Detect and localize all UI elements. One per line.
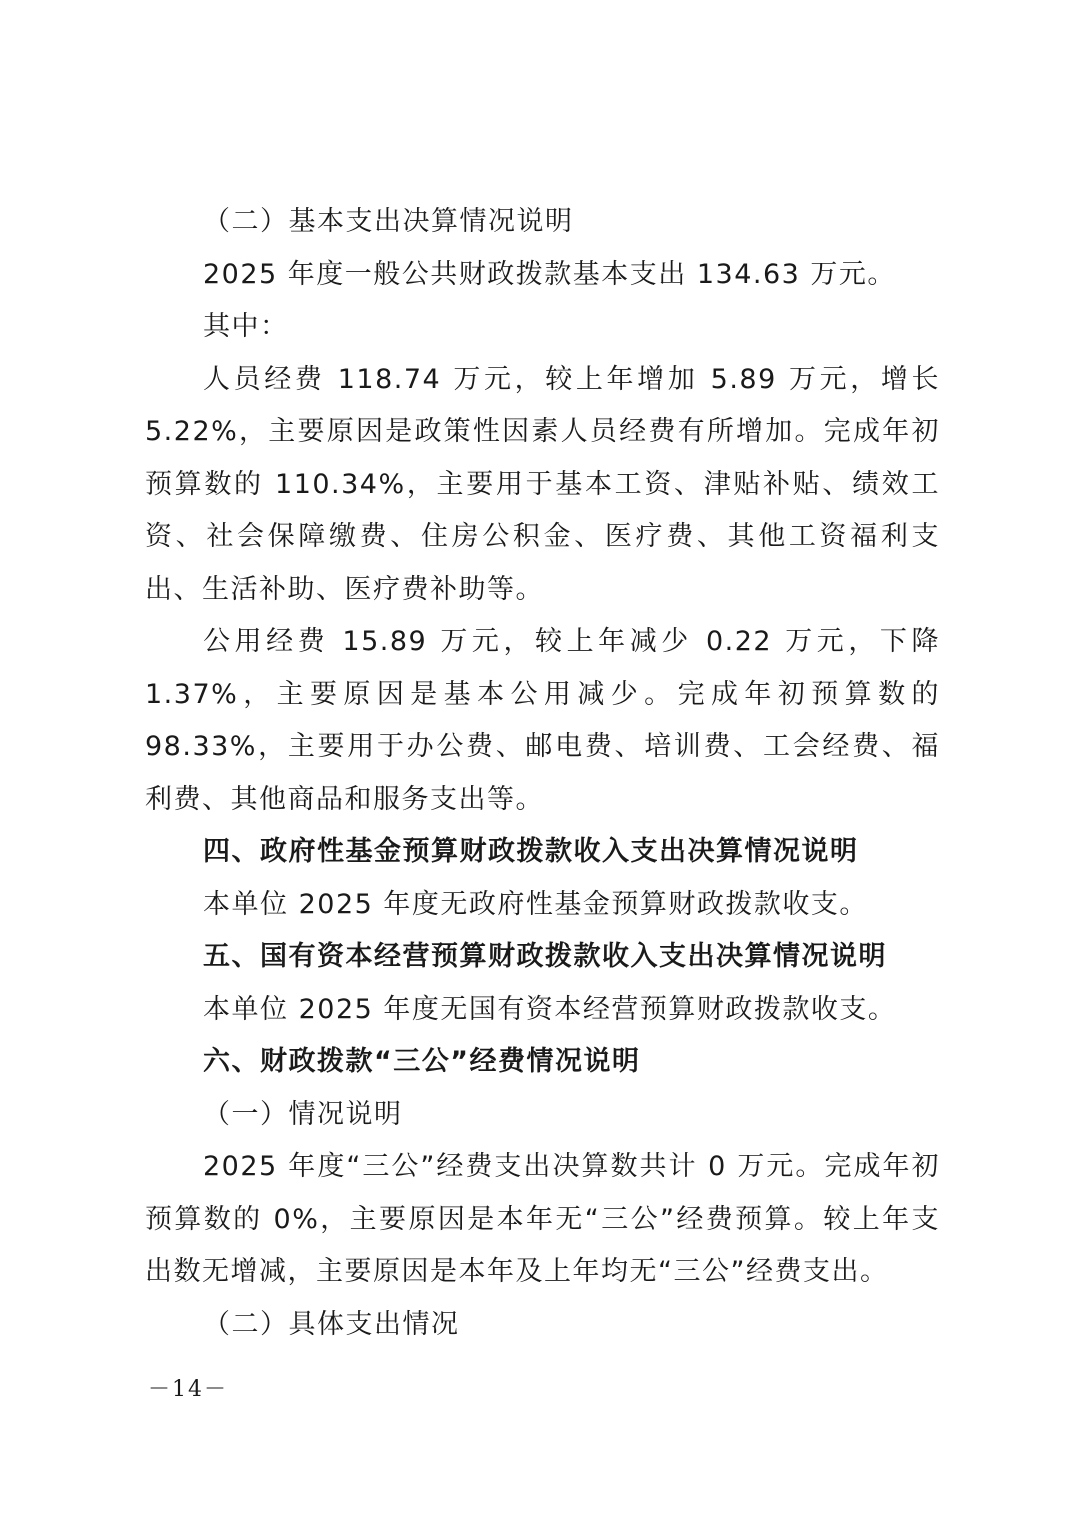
page-number: －14－ (148, 1377, 228, 1402)
section-six-heading: 六、财政拨款“三公”经费情况说明 (203, 1046, 641, 1077)
section-four-heading: 四、政府性基金预算财政拨款收入支出决算情况说明 (203, 836, 859, 867)
personnel-expense-paragraph: 人员经费 118.74 万元，较上年增加 5.89 万元，增长 5.22%，主要原因是政策性因素人员经费有所增加。完成年初预算数的 110.34%，主要用于基本工资、津贴补贴、绩效工资、社会保障缴费、住房公积金、医疗费、其他工资福利支出、生活补助、医疗费补助等。 (145, 363, 940, 605)
among-them-label: 其中： (203, 311, 289, 342)
public-expense-paragraph: 公用经费 15.89 万元，较上年减少 0.22 万元，下降 1.37%，主要原因是基本公用减少。完成年初预算数的 98.33%，主要用于办公费、邮电费、培训费、工会经费、福利费、其他商品和服务支出等。 (145, 626, 940, 815)
section-four-text: 本单位 2025 年度无政府性基金预算财政拨款收支。 (203, 888, 868, 920)
section-six-subheading-two: （二）具体支出情况 (203, 1308, 460, 1340)
basic-expense-total: 2025 年度一般公共财政拨款基本支出 134.63 万元。 (203, 258, 896, 290)
basic-expense-heading: （二）基本支出决算情况说明 (203, 206, 574, 237)
section-six-text: 2025 年度“三公”经费支出决算数共计 0 万元。完成年初预算数的 0%，主要原因是本年无“三公”经费预算。较上年支出数无增减，主要原因是本年及上年均无“三公”经费支出。 (145, 1151, 940, 1287)
document-body (145, 196, 940, 1351)
section-six-subheading-one: （一）情况说明 (203, 1098, 403, 1130)
section-five-text: 本单位 2025 年度无国有资本经营预算财政拨款收支。 (203, 993, 897, 1025)
section-five-heading: 五、国有资本经营预算财政拨款收入支出决算情况说明 (203, 941, 887, 972)
